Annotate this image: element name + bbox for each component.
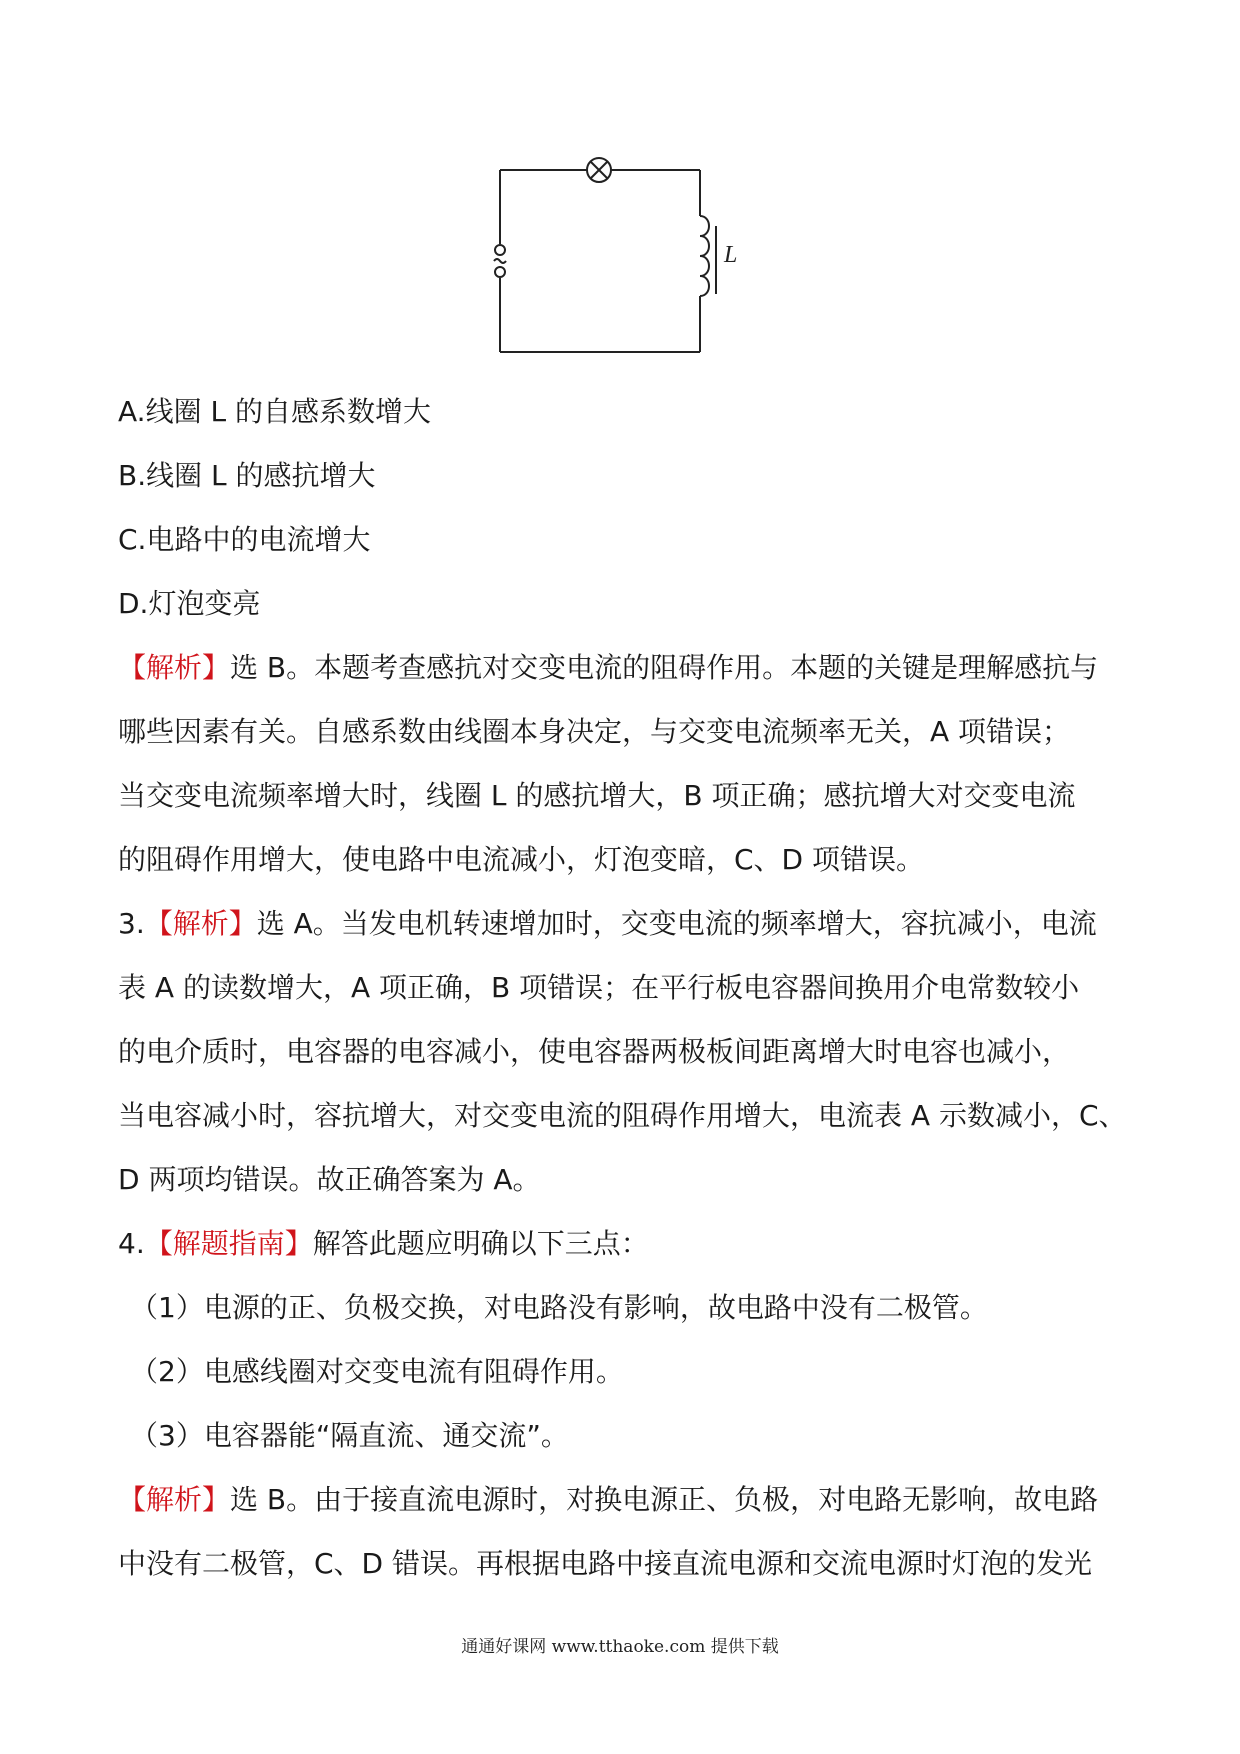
option-c: C.电路中的电流增大 (118, 523, 371, 556)
q3-analysis-line-5: D 两项均错误。故正确答案为 A。 (118, 1163, 541, 1196)
question-number: 4. (118, 1227, 145, 1260)
q4-guide-line: 4.【解题指南】解答此题应明确以下三点： (118, 1227, 649, 1260)
q4-point-3: （3）电容器能“隔直流、通交流”。 (130, 1419, 569, 1452)
ac-source-symbol (494, 245, 506, 277)
q3-analysis-line-1: 3.【解析】选 A。当发电机转速增加时，交变电流的频率增大，容抗减小，电流 (118, 907, 1097, 940)
option-a: A.线圈 L 的自感系数增大 (118, 395, 431, 428)
inductor-coil (700, 216, 709, 296)
analysis-tag: 【解析】 (144, 907, 257, 940)
inductor-label: L (724, 242, 738, 268)
q4-point-1: （1）电源的正、负极交换，对电路没有影响，故电路中没有二极管。 (130, 1291, 988, 1324)
question-number: 3. (118, 907, 145, 940)
guide-tag: 【解题指南】 (144, 1227, 313, 1260)
q2-analysis-line-1: 【解析】选 B。本题考查感抗对交变电流的阻碍作用。本题的关键是理解感抗与 (118, 651, 1099, 684)
analysis-tag: 【解析】 (118, 1483, 231, 1516)
q2-analysis-line-3: 当交变电流频率增大时，线圈 L 的感抗增大，B 项正确；感抗增大对交变电流 (118, 779, 1076, 812)
q3-analysis-line-4: 当电容减小时，容抗增大，对交变电流的阻碍作用增大，电流表 A 示数减小，C、 (118, 1099, 1127, 1132)
q3-analysis-line-3: 的电介质时，电容器的电容减小，使电容器两极板间距离增大时电容也减小， (118, 1035, 1071, 1068)
q3-analysis-line-2: 表 A 的读数增大，A 项正确，B 项错误；在平行板电容器间换用介电常数较小 (118, 971, 1080, 1004)
document-body (118, 380, 1128, 1596)
q4-point-2: （2）电感线圈对交变电流有阻碍作用。 (130, 1355, 624, 1388)
analysis-tag: 【解析】 (118, 651, 231, 684)
q4-analysis-line-2: 中没有二极管，C、D 错误。再根据电路中接直流电源和交流电源时灯泡的发光 (118, 1547, 1093, 1580)
q4-analysis-line-1: 【解析】选 B。由于接直流电源时，对换电源正、负极，对电路无影响，故电路 (118, 1483, 1099, 1516)
option-b: B.线圈 L 的感抗增大 (118, 459, 376, 492)
q2-analysis-line-4: 的阻碍作用增大，使电路中电流减小，灯泡变暗，C、D 项错误。 (118, 843, 925, 876)
lamp-symbol (587, 158, 611, 182)
option-d: D.灯泡变亮 (118, 587, 261, 620)
circuit-diagram (0, 0, 1240, 380)
page-footer: 通通好课网 www.tthaoke.com 提供下载 (461, 1637, 779, 1657)
q2-analysis-line-2: 哪些因素有关。自感系数由线圈本身决定，与交变电流频率无关，A 项错误； (118, 715, 1071, 748)
